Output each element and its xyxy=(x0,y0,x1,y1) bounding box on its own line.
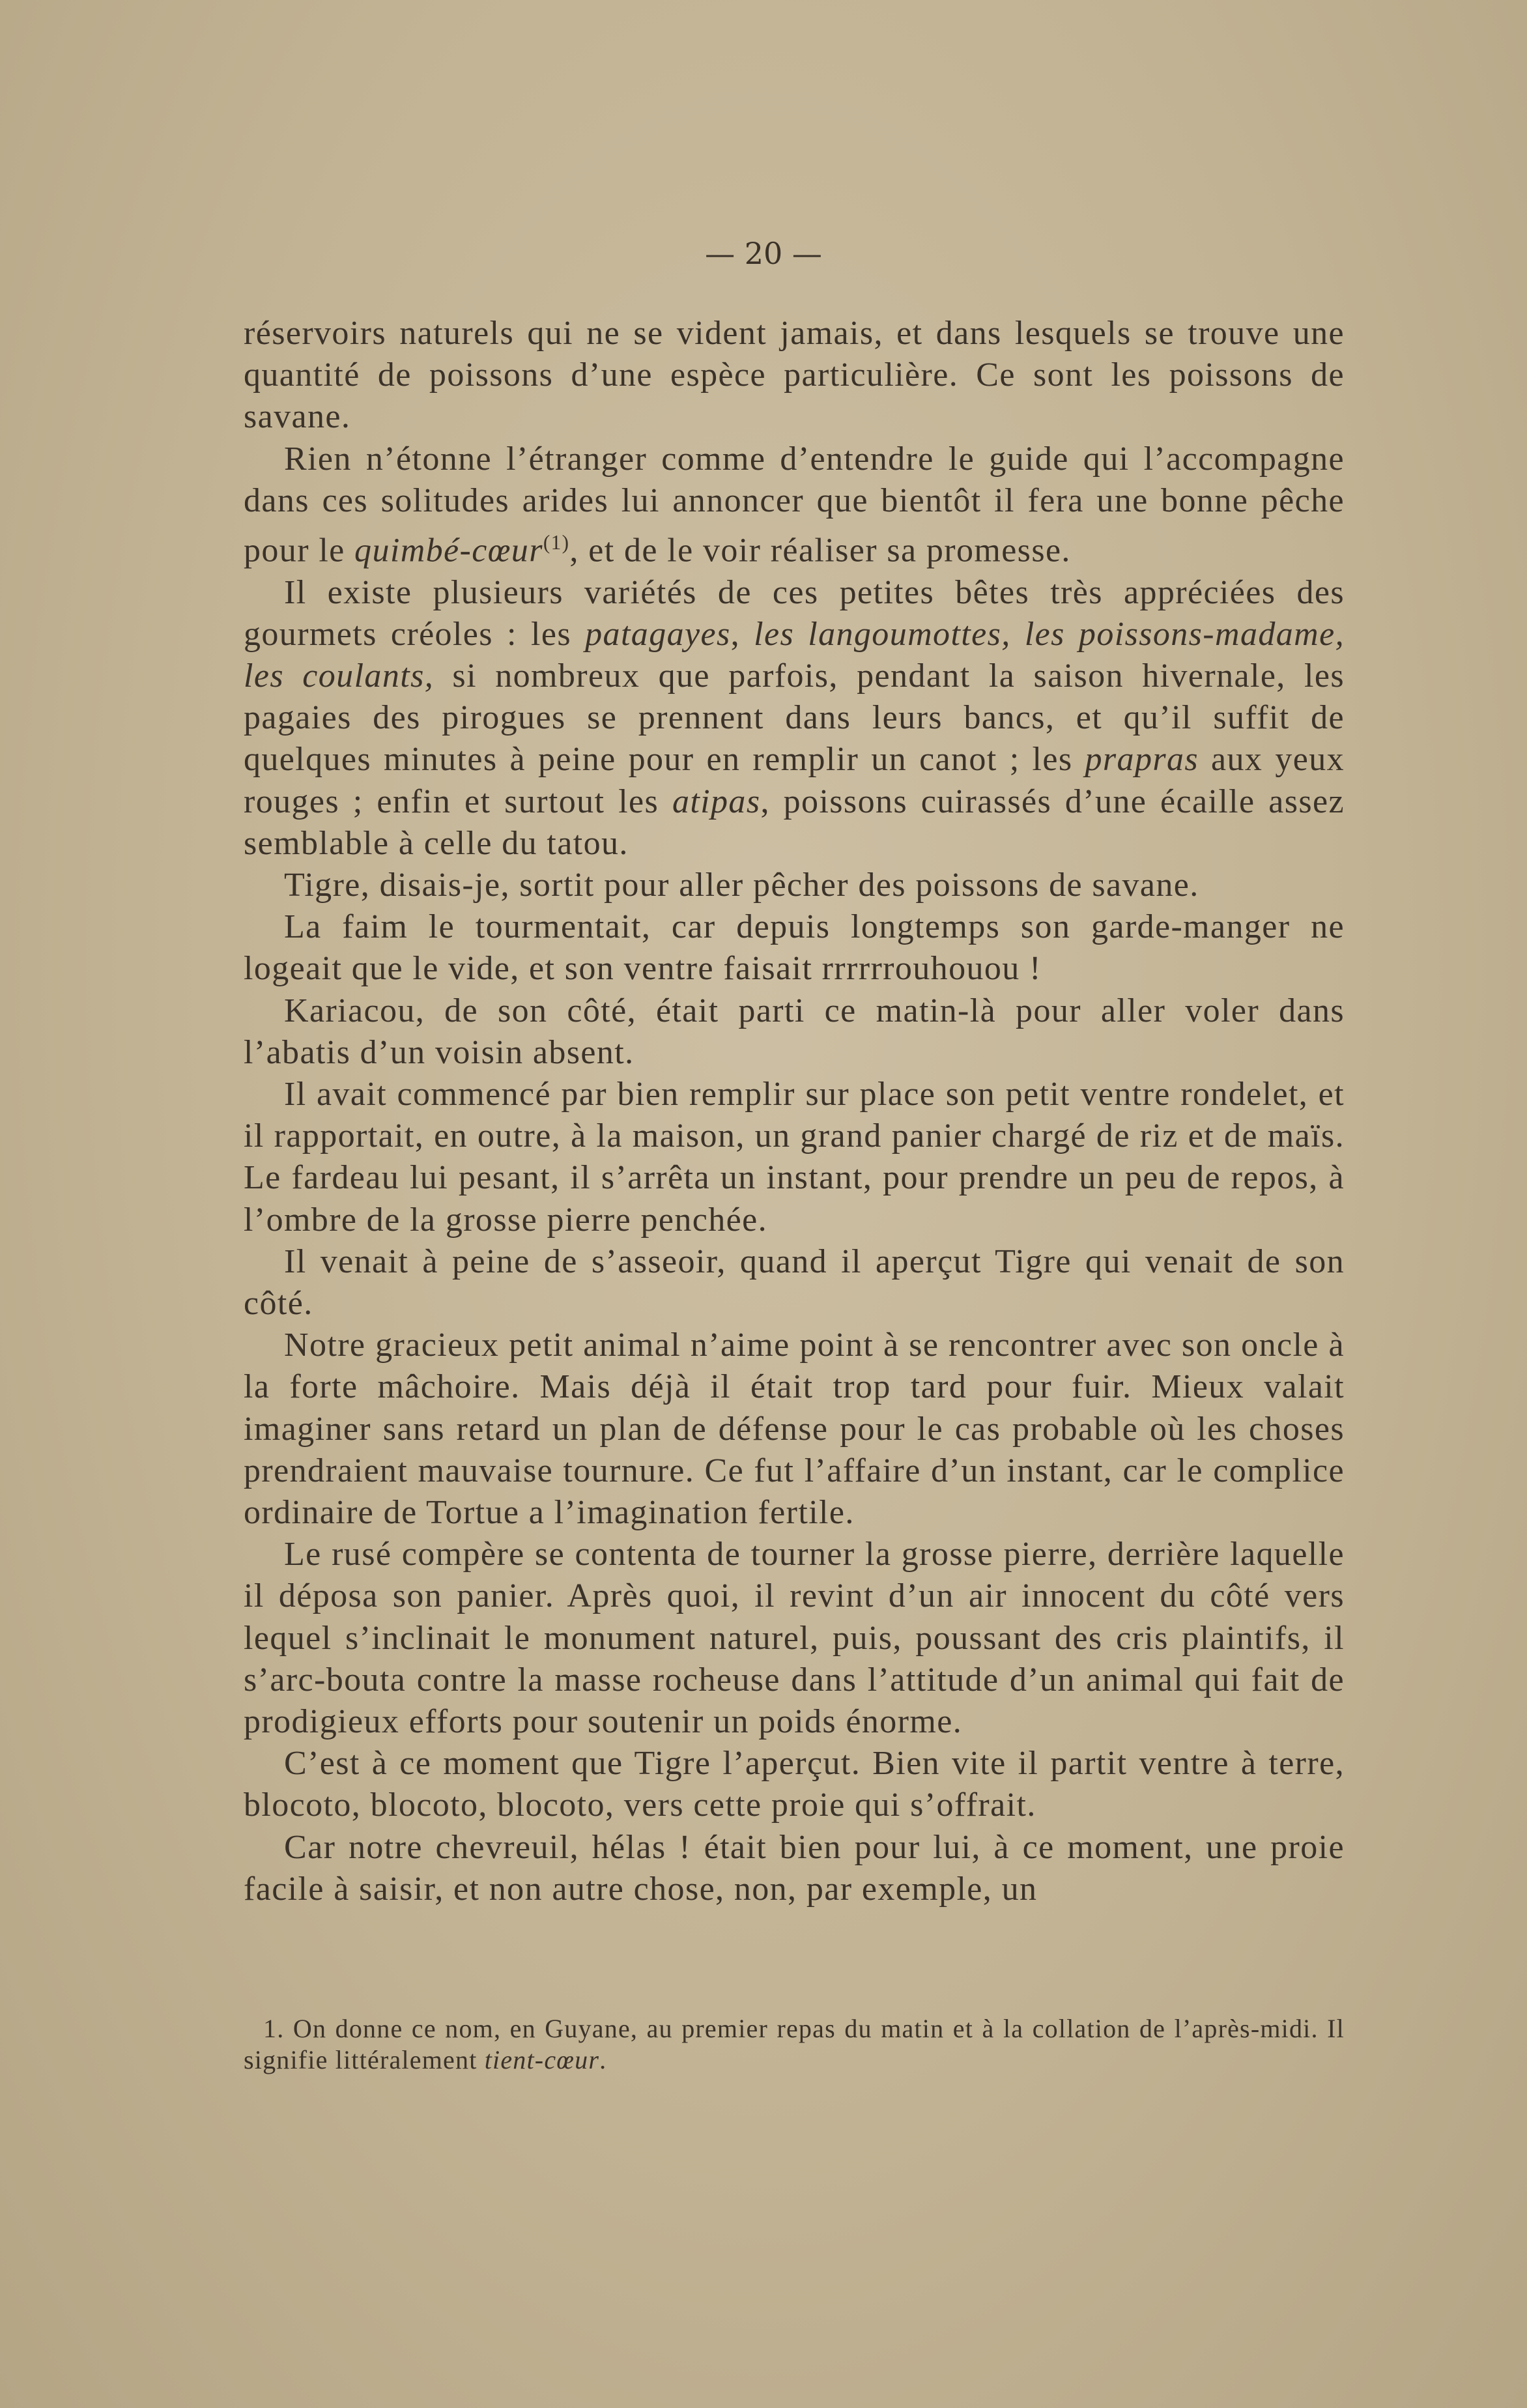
paragraph xyxy=(244,313,1345,438)
text-run: Il existe plusieurs variétés de ces petites bêtes très appréciées des gourmets créoles : les xyxy=(244,573,1345,653)
footnote-ref: (1) xyxy=(543,531,570,554)
text-run: Rien n’étonne l’étranger comme d’entendre le guide qui l’accompagne dans ces solitudes arides lui annoncer que bientôt il fera une bonne pêche pour le xyxy=(244,440,1345,569)
text-run: Car notre chevreuil, hélas ! était bien pour lui, à ce moment, une proie facile à saisir, et non autre chose, non, par exemple, un xyxy=(244,1828,1345,1908)
paragraph xyxy=(244,1534,1345,1743)
italic-term: quimbé-cœur xyxy=(354,532,543,569)
text-run: , et de le voir réaliser sa promesse. xyxy=(569,532,1071,569)
italic-term: patagayes xyxy=(585,615,731,653)
italic-term: les langoumottes, les poissons-madame, les coulants, xyxy=(244,615,1345,695)
italic-term: prapras xyxy=(1085,741,1199,779)
text-run: réservoirs naturels qui ne se vident jamais, et dans lesquels se trouve une quantité de poissons d’une espèce particulière. Ce sont les poissons de savane. xyxy=(244,315,1345,436)
text-run: Il venait à peine de s’asseoir, quand il aperçut Tigre qui venait de son côté. xyxy=(244,1242,1345,1322)
text-run: , poissons cuirassés d’une écaille assez semblable à celle du tatou. xyxy=(244,782,1345,862)
paragraph xyxy=(244,572,1345,865)
text-run: C’est à ce moment que Tigre l’aperçut. Bien vite il partit ventre à terre, blocoto, blocoto, blocoto, vers cette proie qui s’offrait. xyxy=(244,1745,1345,1824)
paragraph xyxy=(244,990,1345,1074)
paragraph xyxy=(244,438,1345,572)
paragraph xyxy=(244,1325,1345,1534)
paragraph xyxy=(244,1241,1345,1325)
footnote xyxy=(244,2013,1345,2076)
paragraph xyxy=(244,865,1345,906)
paragraph xyxy=(244,1743,1345,1826)
paragraph xyxy=(244,906,1345,990)
body-text xyxy=(244,313,1345,1910)
text-run: , xyxy=(730,615,754,653)
text-run: . xyxy=(599,2045,607,2074)
text-run: La faim le tourmentait, car depuis longtemps son garde-manger ne logeait que le vide, et son ventre faisait rrrrrrouhouou ! xyxy=(244,908,1345,988)
text-run: si nombreux que parfois, pendant la saison hivernale, les pagaies des pirogues se prennent dans leurs bancs, et qu’il suffit de quelques minutes à peine pour en remplir un canot ; les xyxy=(244,657,1345,779)
italic-term: atipas xyxy=(672,782,761,820)
italic-term: tient-cœur xyxy=(484,2045,600,2074)
text-run: Tigre, disais-je, sortit pour aller pêcher des poissons de savane. xyxy=(284,866,1199,904)
text-run: Kariacou, de son côté, était parti ce matin-là pour aller voler dans l’abatis d’un voisin absent. xyxy=(244,992,1345,1071)
text-run: 1. On donne ce nom, en Guyane, au premier repas du matin et à la collation de l’après-midi. Il signifie littéralement xyxy=(244,2014,1345,2074)
paragraph xyxy=(244,1074,1345,1241)
paragraph xyxy=(244,1827,1345,1910)
text-run: Notre gracieux petit animal n’aime point à se rencontrer avec son oncle à la forte mâchoire. Mais déjà il était trop tard pour fuir. Mieux valait imaginer sans retard un plan de défense pour le cas probable où les choses prendraient mauvaise tournure. Ce fut l’affaire d’un instant, car le complice ordinaire de Tortue a l’imagination fertile. xyxy=(244,1326,1345,1532)
text-run: aux yeux rouges ; enfin et surtout les xyxy=(244,741,1345,820)
page-number: — 20 — xyxy=(705,236,822,271)
text-run: Le rusé compère se contenta de tourner la grosse pierre, derrière laquelle il déposa son panier. Après quoi, il revint d’un air innocent du côté vers lequel s’inclinait le monument naturel, puis, poussant des cris plaintifs, il s’arc-bouta contre la masse rocheuse dans l’attitude d’un animal qui fait de prodigieux efforts pour soutenir un poids énorme. xyxy=(244,1536,1345,1741)
text-run: Il avait commencé par bien remplir sur place son petit ventre rondelet, et il rapportait, en outre, à la maison, un grand panier chargé de riz et de maïs. Le fardeau lui pesant, il s’arrêta un instant, pour prendre un peu de repos, à l’ombre de la grosse pierre penchée. xyxy=(244,1075,1345,1239)
